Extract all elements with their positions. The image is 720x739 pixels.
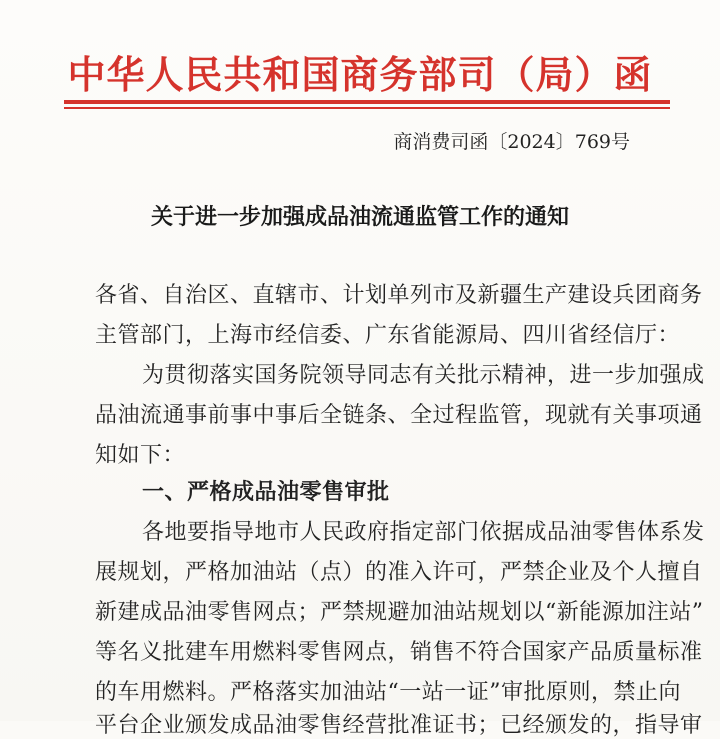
section-line: 新建成品油零售网点；严禁规避加油站规划以“新能源加注站” [95, 600, 704, 625]
notice-title: 关于进一步加强成品油流通监管工作的通知 [150, 204, 569, 230]
section-line: 的车用燃料。严格落实加油站“一站一证”审批原则，禁止向 [95, 680, 681, 705]
section-heading: 一、严格成品油零售审批 [142, 479, 390, 505]
letterhead-title: 中华人民共和国商务部司（局）函 [67, 53, 653, 97]
intro-line: 为贯彻落实国务院领导同志有关批示精神，进一步加强成 [142, 363, 705, 388]
section-line: 平台企业颁发成品油零售经营批准证书；已经颁发的，指导审 [95, 713, 703, 738]
intro-line: 品油流通事前事中事后全链条、全过程监管，现就有关事项通 [95, 403, 703, 428]
section-line: 各地要指导地市人民政府指定部门依据成品油零售体系发 [142, 520, 705, 545]
intro-line: 知如下： [95, 443, 186, 468]
section-line: 等名义批建车用燃料零售网点，销售不符合国家产品质量标准 [95, 640, 703, 665]
recipients-line: 主管部门，上海市经信委、广东省能源局、四川省经信厅： [95, 323, 681, 348]
section-line: 展规划，严格加油站（点）的准入许可，严禁企业及个人擅自 [95, 560, 703, 585]
recipients-line: 各省、自治区、直辖市、计划单列市及新疆生产建设兵团商务 [95, 283, 703, 308]
document-number: 商消费司函〔2024〕769号 [393, 131, 630, 153]
letterhead-rule-thin [64, 107, 670, 109]
letterhead-rule-thick [64, 100, 670, 104]
